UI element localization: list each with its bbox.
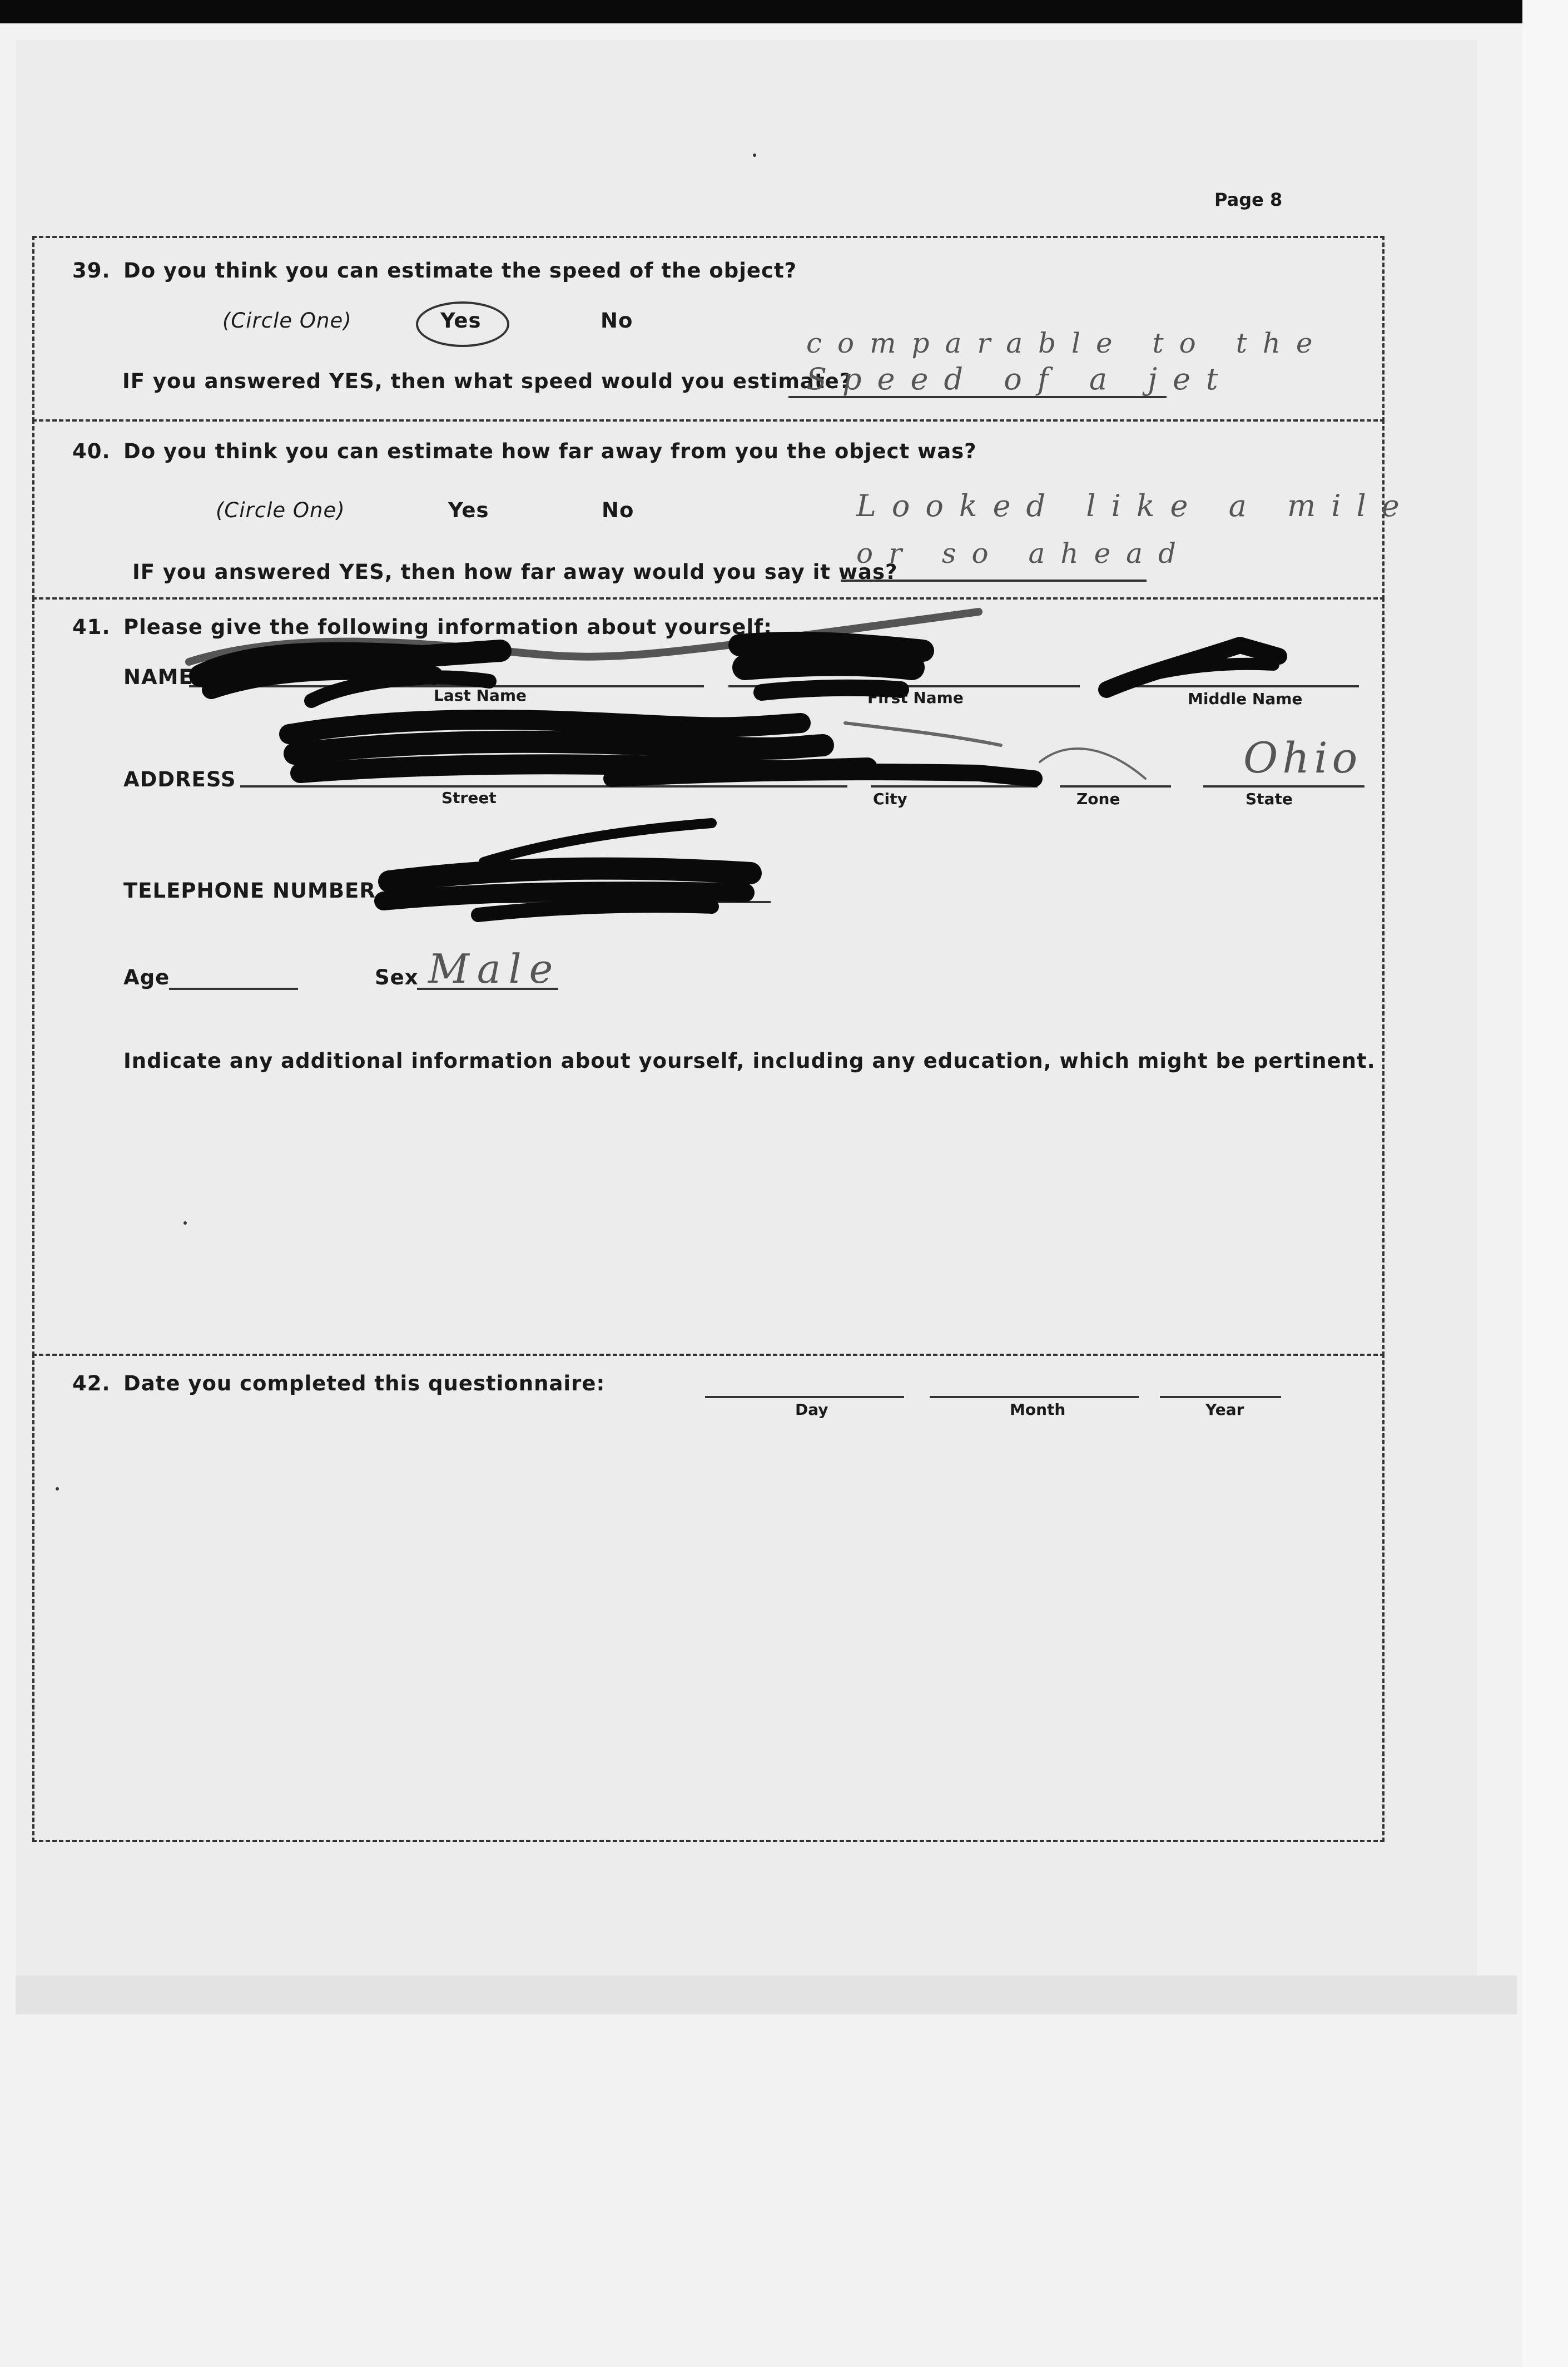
q39-circle-prompt: (Circle One) bbox=[222, 309, 352, 333]
q42-question: Date you completed this questionnaire: bbox=[123, 1371, 606, 1395]
state-sublabel: State bbox=[1246, 790, 1293, 808]
q42-box bbox=[32, 1354, 1385, 1842]
first-name-sublabel: First Name bbox=[867, 689, 964, 707]
scan-speck bbox=[56, 1487, 59, 1490]
scan-speck bbox=[753, 153, 756, 157]
sex-label: Sex bbox=[375, 965, 419, 989]
additional-info-prompt: Indicate any additional information about yourself, including any education, which might be pertinent. bbox=[123, 1049, 1376, 1073]
year-line[interactable] bbox=[1160, 1396, 1281, 1398]
city-sublabel: City bbox=[873, 790, 907, 808]
day-sublabel: Day bbox=[795, 1400, 828, 1419]
name-label: NAME bbox=[123, 665, 193, 689]
q40-no-option[interactable]: No bbox=[602, 498, 634, 522]
sex-answer: Male bbox=[428, 945, 561, 992]
street-sublabel: Street bbox=[441, 789, 497, 807]
middle-name-sublabel: Middle Name bbox=[1188, 690, 1303, 708]
q39-number: 39. bbox=[72, 259, 111, 283]
year-sublabel: Year bbox=[1205, 1400, 1244, 1419]
q40-question: Do you think you can estimate how far away from you the object was? bbox=[123, 439, 977, 463]
q39-yes-option[interactable]: Yes bbox=[440, 309, 482, 333]
month-sublabel: Month bbox=[1010, 1400, 1066, 1419]
q40-answer-line1: Looked like a mile bbox=[856, 488, 1415, 523]
page-number: Page 8 bbox=[1214, 189, 1283, 210]
q40-answer-line2: or so ahead bbox=[856, 537, 1192, 570]
q40-circle-prompt: (Circle One) bbox=[216, 498, 345, 522]
q39-no-option[interactable]: No bbox=[601, 309, 633, 333]
q39-answer-line2: Speed of a jet bbox=[806, 362, 1234, 397]
telephone-label: TELEPHONE NUMBER bbox=[123, 879, 376, 903]
q42-number: 42. bbox=[72, 1371, 111, 1395]
age-label: Age bbox=[123, 965, 170, 989]
month-line[interactable] bbox=[930, 1396, 1139, 1398]
q40-yes-option[interactable]: Yes bbox=[448, 498, 489, 522]
q40-number: 40. bbox=[72, 439, 111, 463]
q41-question: Please give the following information about yourself: bbox=[123, 615, 772, 639]
q40-followup: IF you answered YES, then how far away would you say it was? bbox=[132, 560, 898, 584]
day-line[interactable] bbox=[705, 1396, 904, 1398]
scan-speck bbox=[183, 1221, 187, 1225]
last-name-sublabel: Last Name bbox=[434, 686, 527, 705]
address-label: ADDRESS bbox=[123, 767, 236, 791]
q41-number: 41. bbox=[72, 615, 111, 639]
q39-followup: IF you answered YES, then what speed would you estimate? bbox=[122, 369, 852, 393]
state-handwriting: Ohio bbox=[1243, 733, 1362, 783]
zone-sublabel: Zone bbox=[1076, 790, 1120, 808]
q39-question: Do you think you can estimate the speed of the object? bbox=[123, 259, 797, 283]
q39-answer-line1: comparable to the bbox=[806, 327, 1328, 359]
